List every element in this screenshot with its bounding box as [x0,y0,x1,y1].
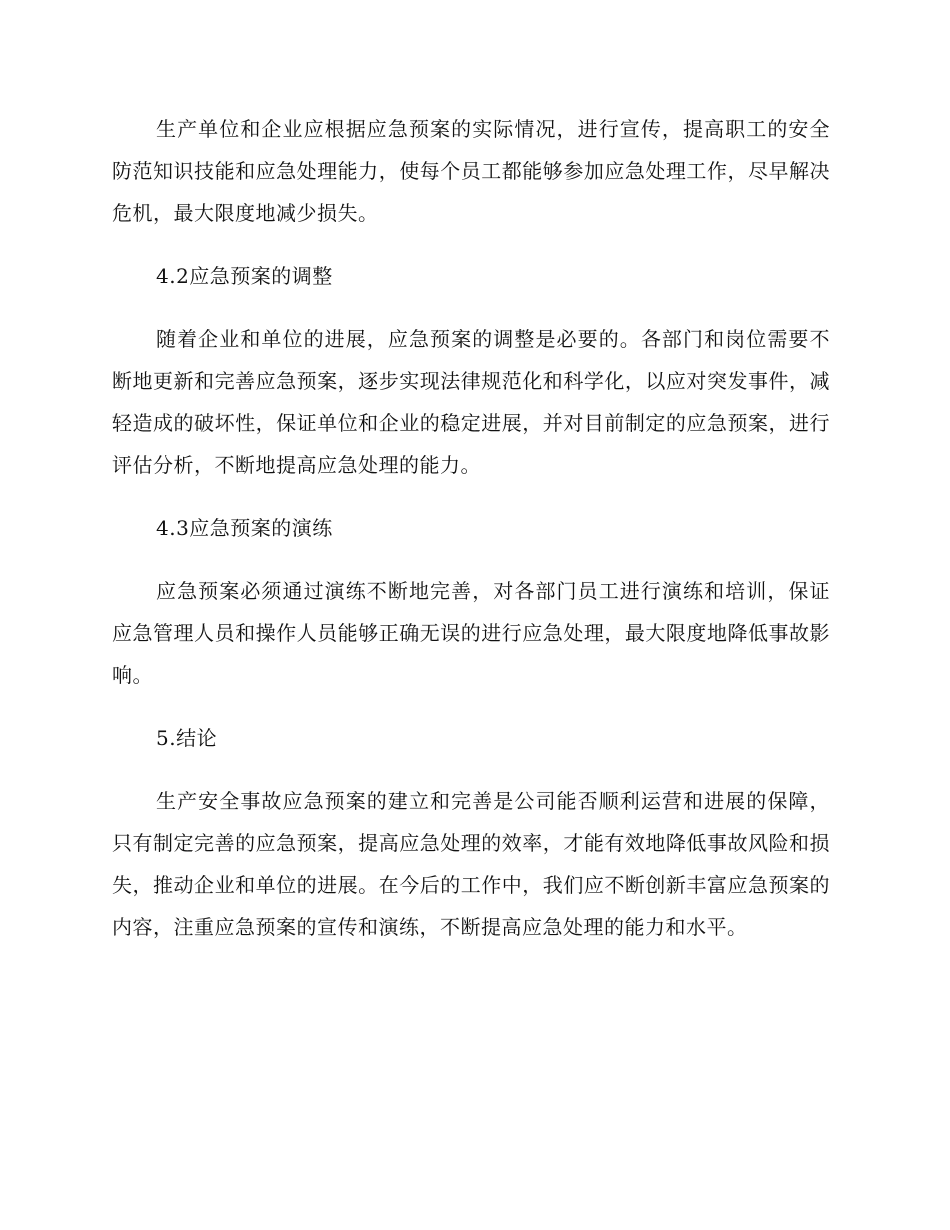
section-heading-4-3: 4.3应急预案的演练 [156,516,333,540]
paragraph-adjustment: 随着企业和单位的进展，应急预案的调整是必要的。各部门和岗位需要不断地更新和完善应急预案，逐步实现法律规范化和科学化，以应对突发事件，减轻造成的破坏性，保证单位和企业的稳定进展，并对目前制定的应急预案，进行评估分析，不断地提高应急处理的能力。 [112,327,830,477]
paragraph-drill: 应急预案必须通过演练不断地完善，对各部门员工进行演练和培训，保证应急管理人员和操作人员能够正确无误的进行应急处理，最大限度地降低事故影响。 [112,579,830,687]
paragraph-publicity: 生产单位和企业应根据应急预案的实际情况，进行宣传，提高职工的安全防范知识技能和应急处理能力，使每个员工都能够参加应急处理工作，尽早解决危机，最大限度地减少损失。 [112,117,830,225]
document-body [112,108,830,969]
section-heading-5: 5.结论 [156,726,218,750]
section-heading-4-2: 4.2应急预案的调整 [156,264,333,288]
paragraph-conclusion: 生产安全事故应急预案的建立和完善是公司能否顺利运营和进展的保障，只有制定完善的应急预案，提高应急处理的效率，才能有效地降低事故风险和损失，推动企业和单位的进展。在今后的工作中，我们应不断创新丰富应急预案的内容，注重应急预案的宣传和演练，不断提高应急处理的能力和水平。 [112,789,830,939]
